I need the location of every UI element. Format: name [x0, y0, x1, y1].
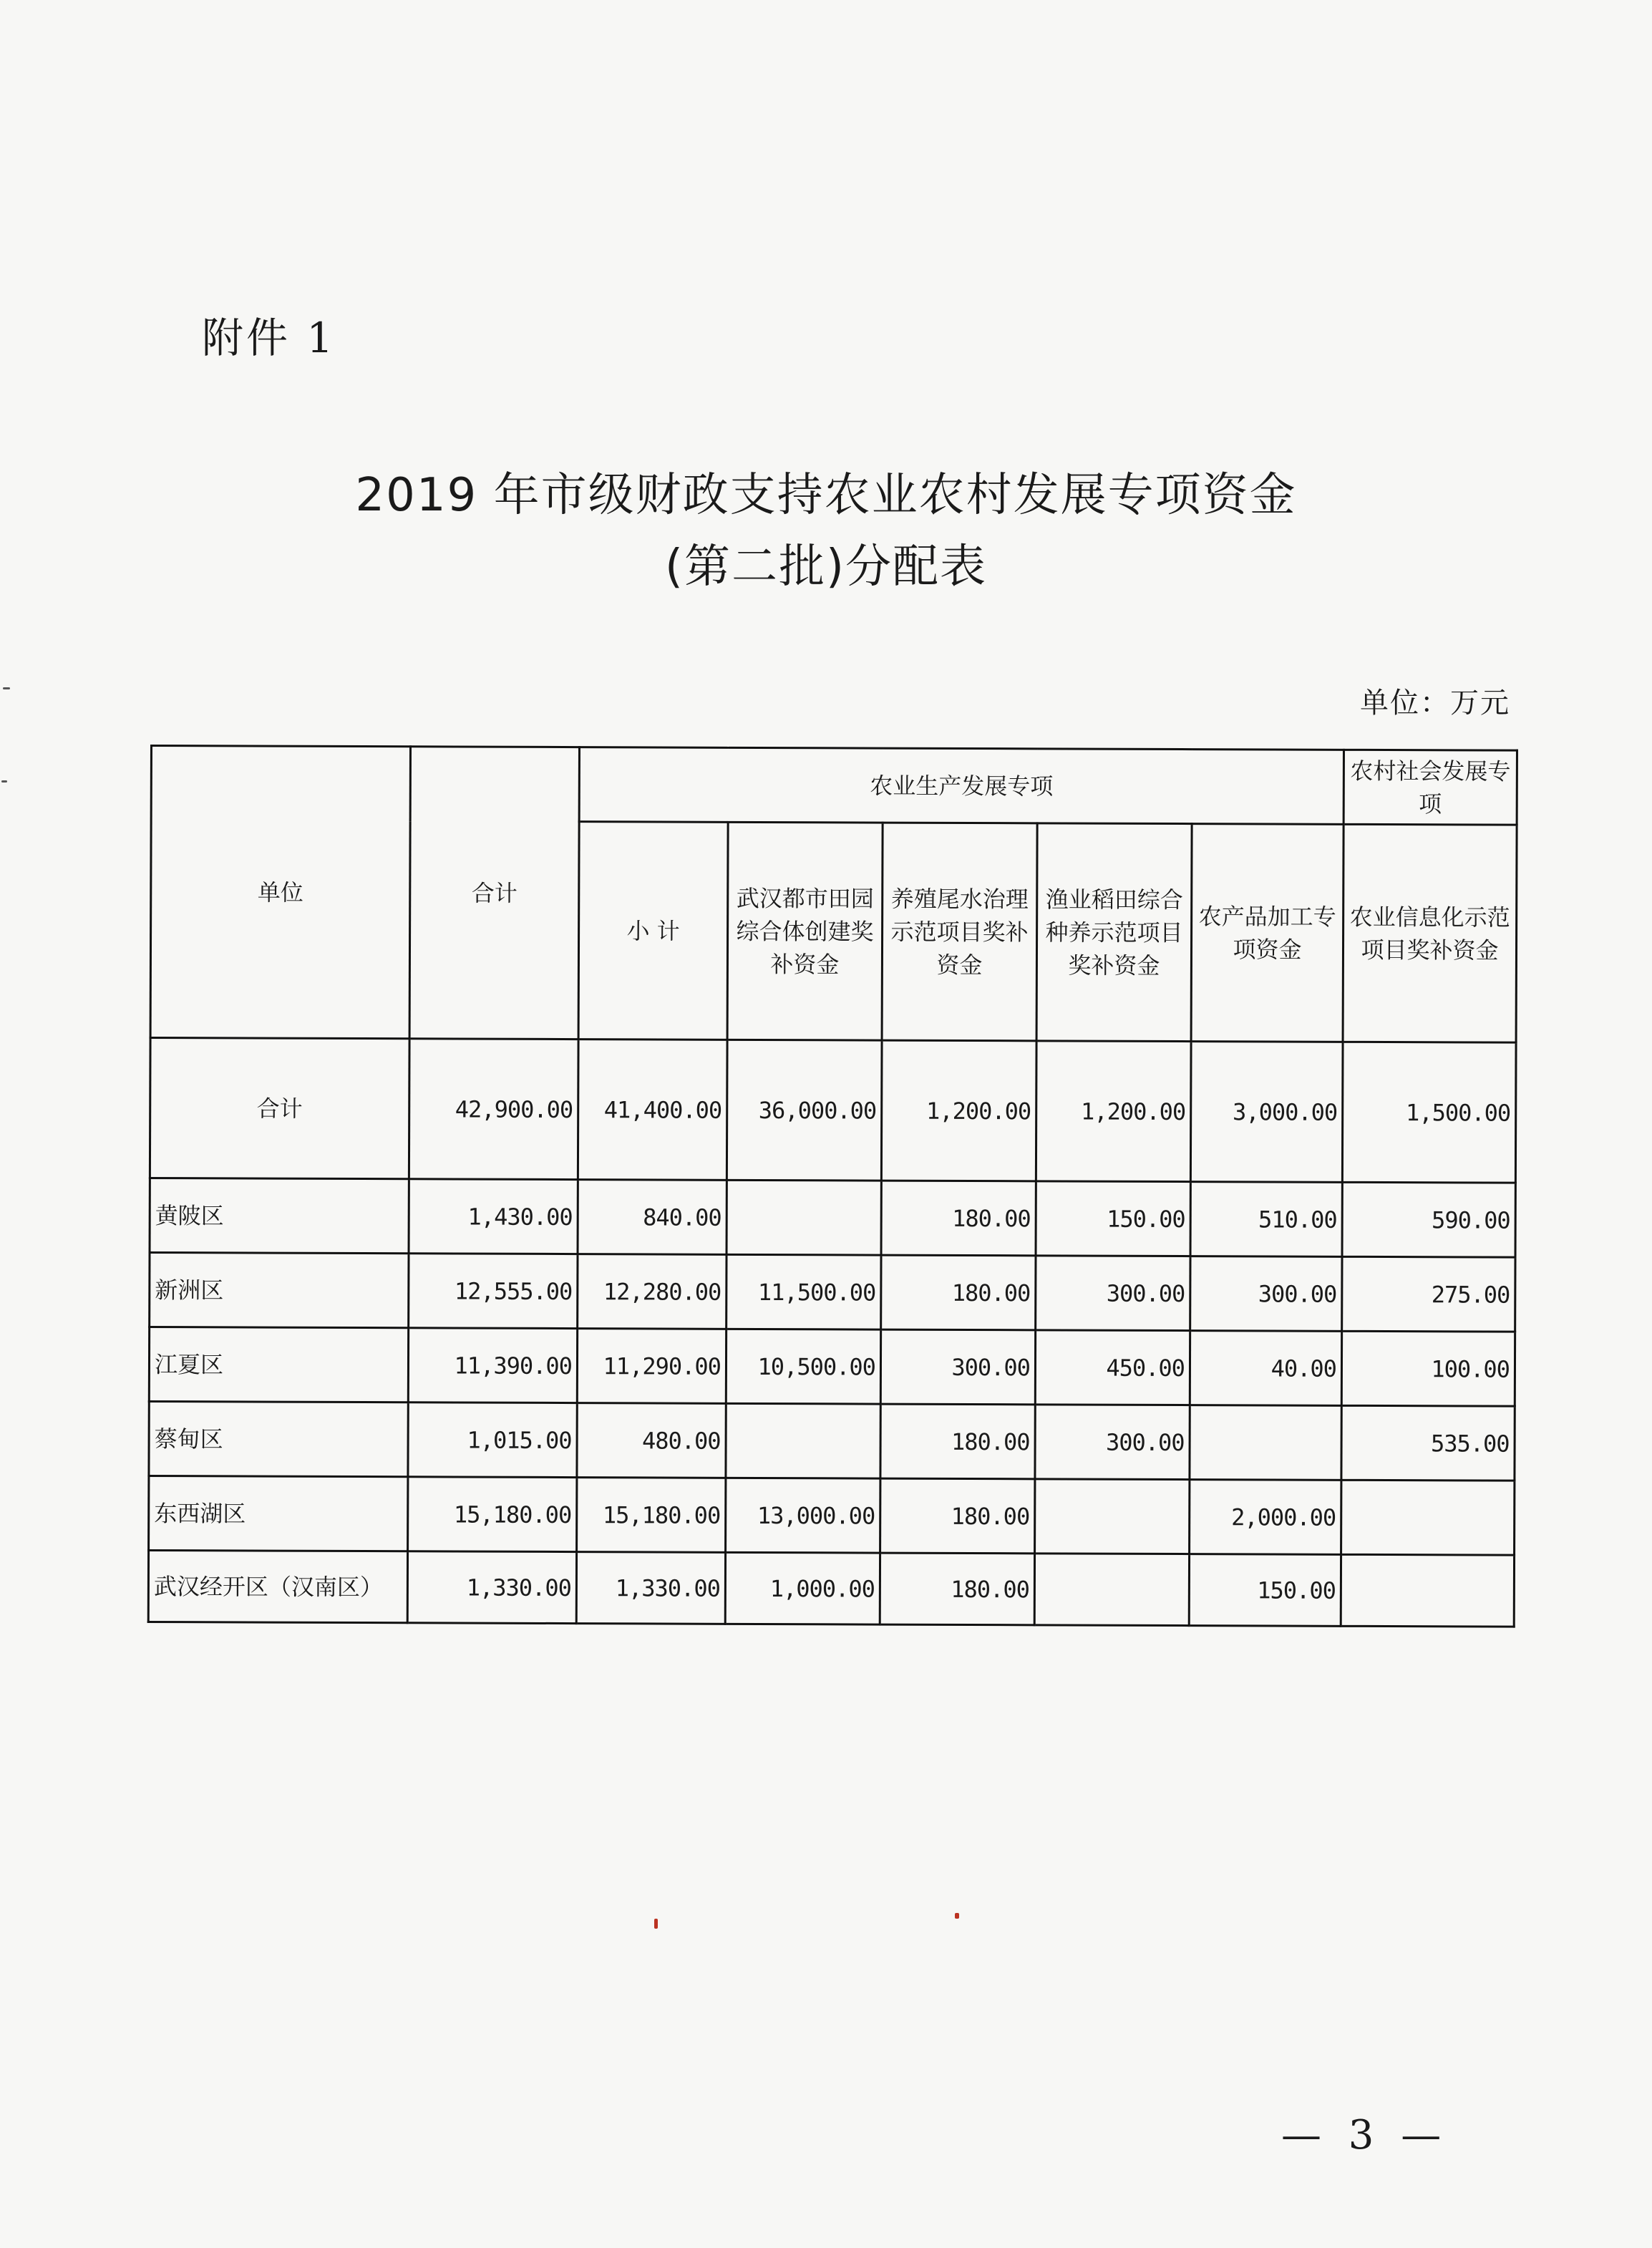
cell-aquaculture: 180.00 — [880, 1478, 1035, 1554]
row-unit-name: 武汉经开区（汉南区） — [148, 1550, 407, 1622]
cell-info — [1341, 1480, 1515, 1555]
cell-pastoral: 10,500.00 — [726, 1329, 880, 1404]
cell-subtotal: 840.00 — [578, 1180, 727, 1255]
cell-aquaculture: 180.00 — [881, 1255, 1036, 1330]
cell-processing: 150.00 — [1189, 1554, 1341, 1627]
cell-info: 100.00 — [1341, 1331, 1515, 1406]
table-row — [149, 1476, 1515, 1555]
cell-processing — [1190, 1405, 1341, 1481]
table-body — [148, 1038, 1516, 1627]
cell-total: 1,430.00 — [409, 1179, 578, 1254]
cell-total: 15,180.00 — [408, 1477, 577, 1552]
cell-aquaculture: 1,200.00 — [881, 1040, 1036, 1181]
header-col-processing: 农产品加工专项资金 — [1191, 824, 1344, 1042]
table-row-total — [150, 1038, 1516, 1183]
cell-pastoral: 13,000.00 — [726, 1478, 880, 1553]
edge-mark — [3, 687, 10, 689]
header-col-subtotal: 小 计 — [578, 822, 728, 1040]
allocation-table — [147, 745, 1518, 1628]
cell-aquaculture: 180.00 — [880, 1553, 1034, 1625]
header-col-info: 农业信息化示范项目奖补资金 — [1343, 824, 1517, 1042]
row-unit-name: 合计 — [150, 1038, 409, 1179]
unit-label: 单位：万元 — [1360, 687, 1510, 720]
cell-aquaculture: 180.00 — [881, 1181, 1036, 1256]
cell-processing: 300.00 — [1190, 1256, 1342, 1332]
cell-pastoral — [727, 1180, 881, 1255]
cell-total: 12,555.00 — [409, 1254, 578, 1329]
cell-rice-fish — [1035, 1479, 1190, 1554]
row-unit-name: 新洲区 — [150, 1253, 409, 1328]
cell-pastoral: 1,000.00 — [725, 1552, 880, 1624]
cell-total: 1,015.00 — [408, 1402, 577, 1478]
cell-subtotal: 41,400.00 — [578, 1040, 727, 1181]
table-row — [150, 1253, 1515, 1332]
page-number: — 3 — — [1281, 2112, 1449, 2159]
cell-rice-fish: 300.00 — [1036, 1256, 1190, 1331]
cell-info: 275.00 — [1342, 1256, 1515, 1332]
table-row — [149, 1327, 1515, 1407]
table-row — [148, 1550, 1514, 1627]
cell-pastoral — [726, 1403, 880, 1478]
cell-info: 535.00 — [1341, 1405, 1515, 1481]
cell-info: 1,500.00 — [1342, 1042, 1516, 1183]
row-unit-name: 蔡甸区 — [149, 1401, 408, 1476]
header-group-rural: 农村社会发展专项 — [1344, 750, 1517, 825]
row-unit-name: 江夏区 — [149, 1327, 408, 1402]
row-unit-name: 黄陂区 — [150, 1178, 409, 1254]
header-total: 合计 — [409, 747, 579, 1040]
cell-pastoral: 36,000.00 — [727, 1040, 882, 1181]
header-col-rice-fish: 渔业稻田综合种养示范项目奖补资金 — [1036, 823, 1192, 1042]
cell-rice-fish: 1,200.00 — [1036, 1041, 1191, 1182]
attachment-label: 附件 1 — [202, 314, 336, 362]
cell-processing: 510.00 — [1190, 1182, 1342, 1257]
cell-rice-fish: 450.00 — [1035, 1330, 1190, 1405]
document-title-line1: 2019 年市级财政支持农业农村发展专项资金 — [355, 469, 1297, 522]
cell-aquaculture: 180.00 — [880, 1404, 1035, 1479]
cell-processing: 2,000.00 — [1190, 1480, 1341, 1555]
table-row — [149, 1401, 1515, 1481]
cell-subtotal: 1,330.00 — [576, 1552, 725, 1624]
cell-processing: 3,000.00 — [1190, 1042, 1343, 1183]
cell-pastoral: 11,500.00 — [727, 1254, 881, 1329]
edge-mark — [1, 780, 7, 783]
cell-rice-fish: 150.00 — [1036, 1181, 1190, 1256]
cell-subtotal: 15,180.00 — [577, 1478, 726, 1553]
cell-rice-fish: 300.00 — [1035, 1405, 1190, 1480]
cell-subtotal: 11,290.00 — [577, 1329, 726, 1404]
cell-subtotal: 12,280.00 — [578, 1254, 727, 1329]
cell-processing: 40.00 — [1190, 1331, 1341, 1406]
cell-total: 11,390.00 — [408, 1328, 577, 1403]
cell-rice-fish — [1034, 1554, 1189, 1626]
cell-subtotal: 480.00 — [577, 1403, 726, 1478]
cell-info: 590.00 — [1342, 1182, 1515, 1257]
cell-info — [1341, 1554, 1514, 1627]
header-col-aquaculture: 养殖尾水治理示范项目奖补资金 — [882, 823, 1037, 1041]
table-row — [150, 1178, 1515, 1258]
cell-aquaculture: 300.00 — [880, 1329, 1035, 1405]
red-speck — [955, 1913, 959, 1919]
red-speck — [654, 1919, 658, 1929]
header-unit: 单位 — [150, 746, 410, 1039]
cell-total: 42,900.00 — [409, 1039, 578, 1180]
row-unit-name: 东西湖区 — [149, 1476, 408, 1551]
header-group-agri: 农业生产发展专项 — [579, 747, 1344, 825]
document-title-line2: (第二批)分配表 — [665, 541, 987, 594]
cell-total: 1,330.00 — [407, 1551, 576, 1624]
header-col-pastoral: 武汉都市田园综合体创建奖补资金 — [727, 822, 883, 1040]
